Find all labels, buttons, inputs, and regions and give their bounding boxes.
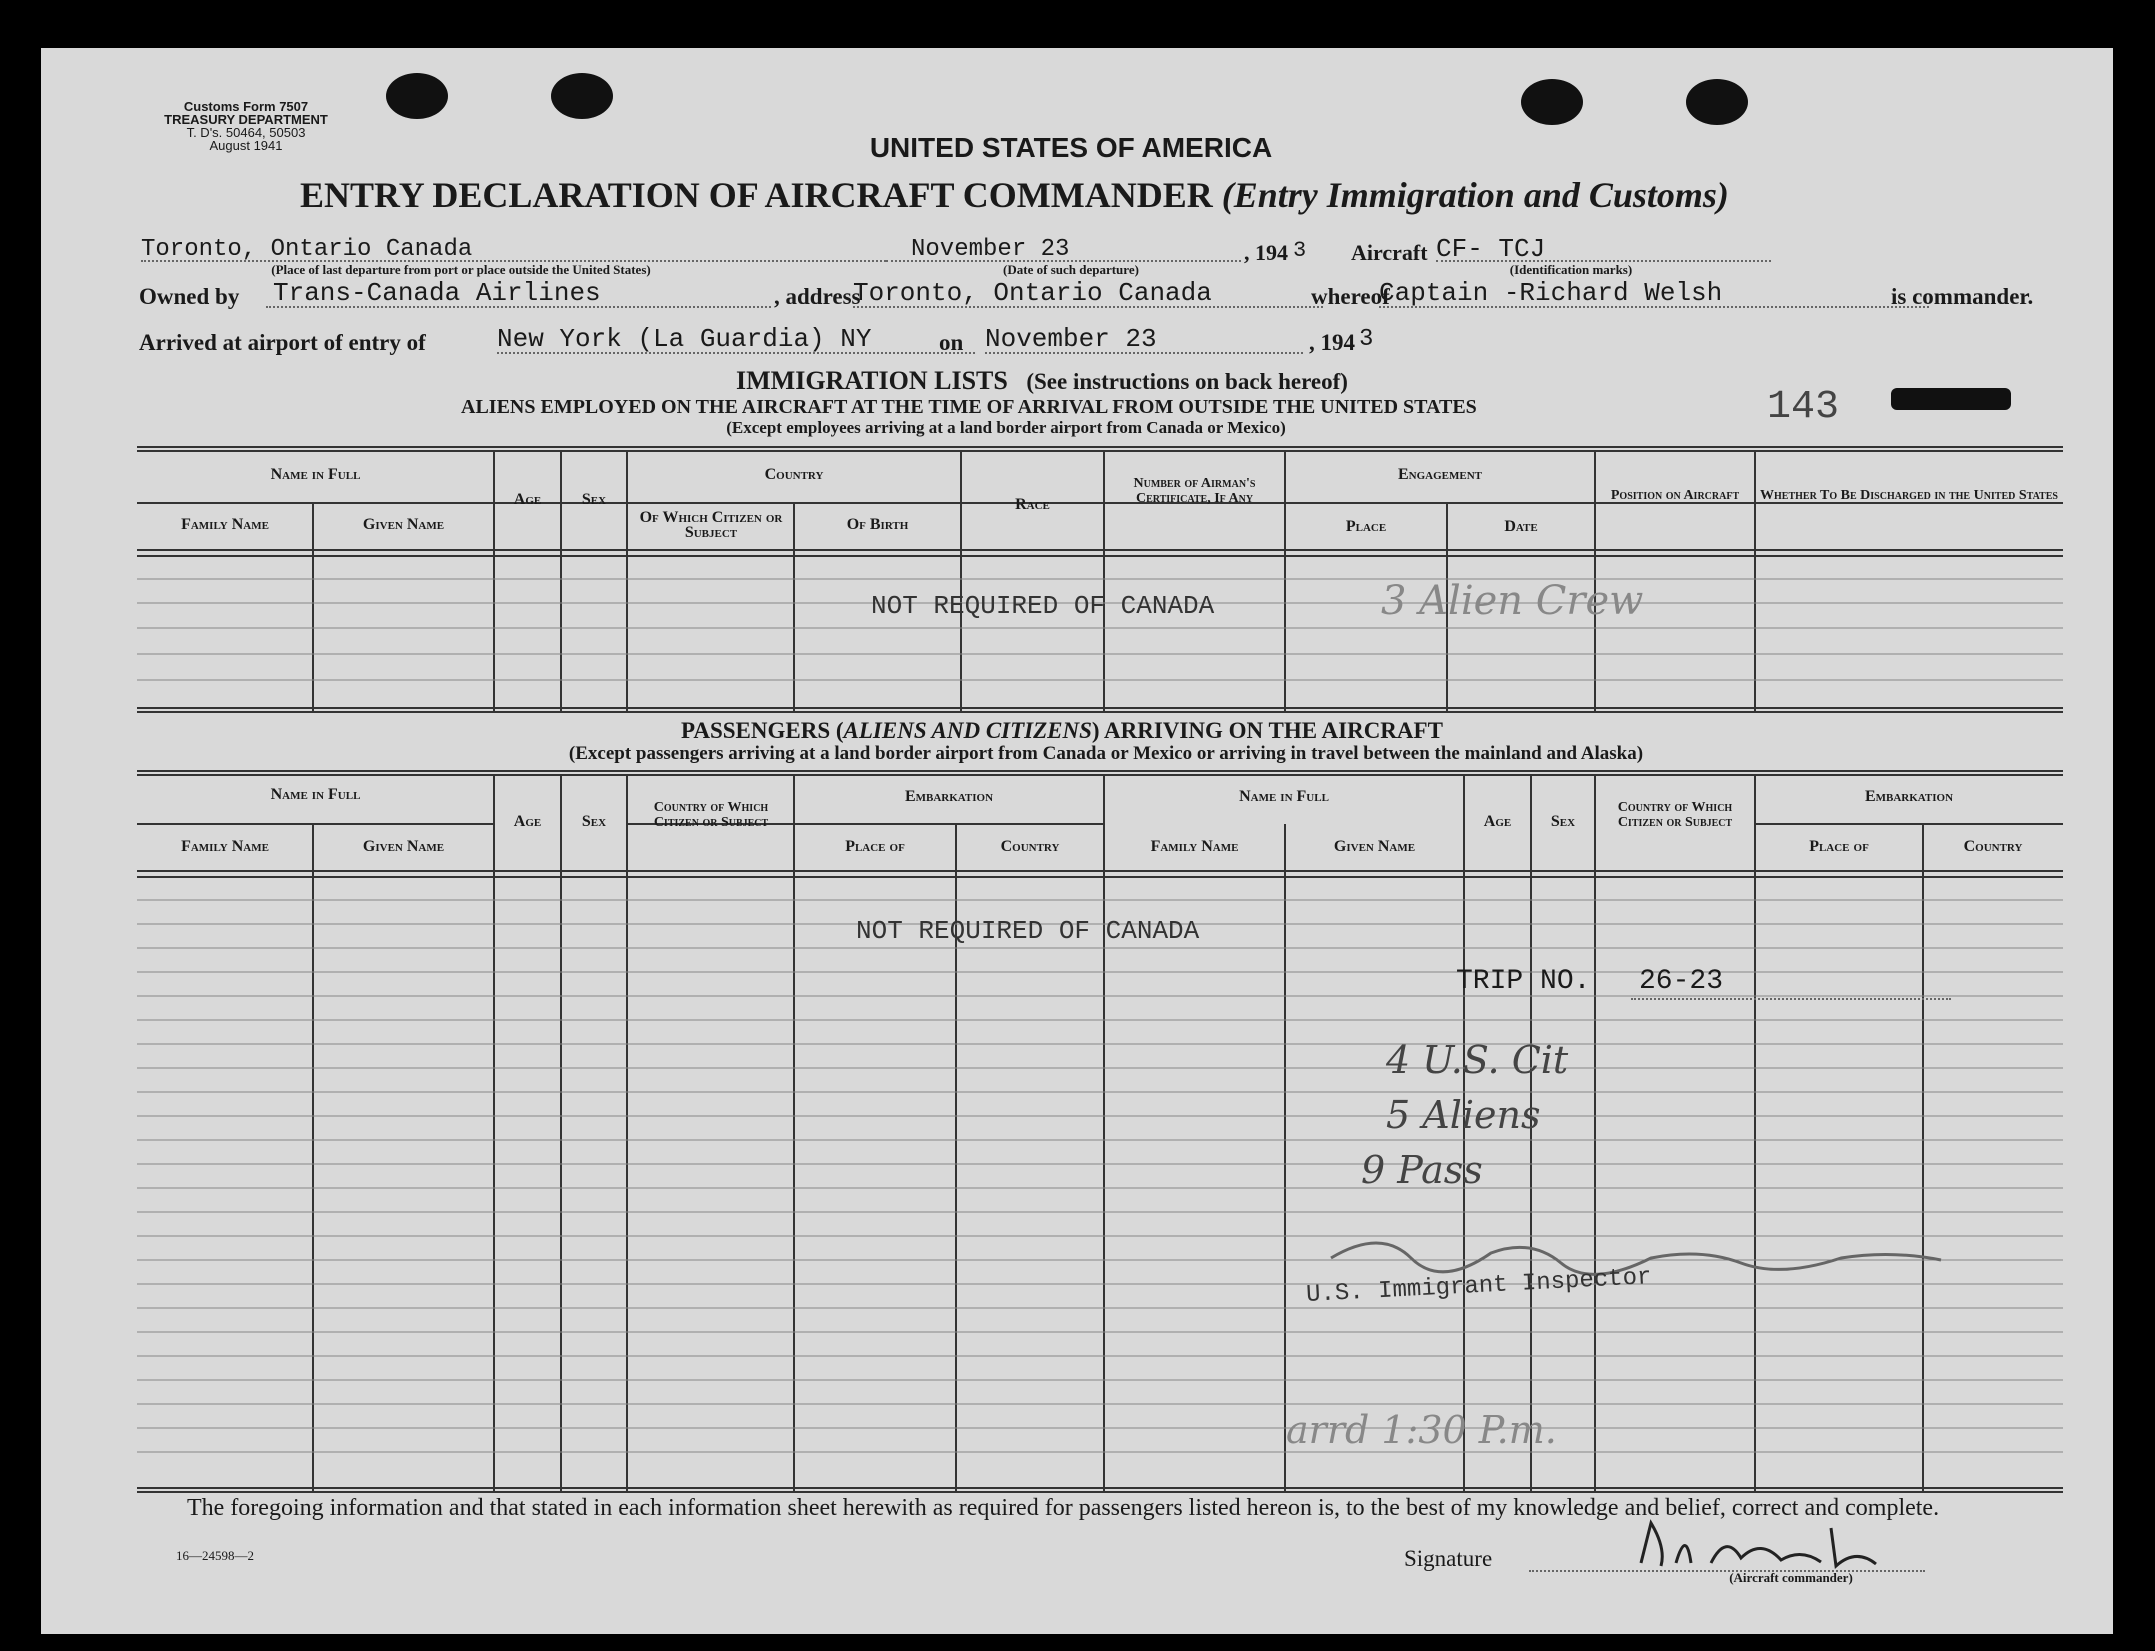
commander: Captain -Richard Welsh xyxy=(1379,278,1723,308)
date-caption: (Date of such departure) xyxy=(1003,262,1139,277)
col-of-birth: Of Birth xyxy=(846,516,909,533)
certification-text: The foregoing information and that stated in each information sheet herewith as required for passengers listed hereon is, to the best of my knowledge and belief, correct and complete. xyxy=(187,1495,1940,1521)
inspector-caption: U.S. Immigrant Inspector xyxy=(1305,1263,1653,1310)
pax-col-family-name: Family Name xyxy=(181,838,269,855)
arrival-year-prefix: , 194 xyxy=(1309,330,1355,355)
passengers-heading-ital: ALIENS AND CITIZENS xyxy=(843,718,1092,743)
pax-col-embarkation: Embarkation xyxy=(904,788,994,805)
is-commander-label: is commander. xyxy=(1891,284,2034,309)
passengers-heading-pre: PASSENGERS ( xyxy=(681,718,844,743)
year-prefix: , 194 xyxy=(1244,240,1288,265)
pax-col-country: Country xyxy=(1000,838,1060,855)
col-citizen-of: Of Which Citizen or Subject xyxy=(639,509,783,541)
departure-year-digit: 3 xyxy=(1293,238,1307,263)
pax-col-given-name-2: Given Name xyxy=(1333,838,1416,855)
arrival-year-digit: 3 xyxy=(1359,326,1374,353)
pax-col-embarkation-2: Embarkation xyxy=(1864,788,1954,805)
pax-col-age-2: Age xyxy=(1483,813,1512,830)
form-date: August 1941 xyxy=(209,138,283,153)
note-passengers: 9 Pass xyxy=(1361,1148,1483,1192)
owned-by-label: Owned by xyxy=(139,284,240,309)
pax-col-given-name: Given Name xyxy=(362,838,445,855)
note-us-citizens: 4 U.S. Cit xyxy=(1386,1038,1569,1082)
td-numbers: T. D's. 50464, 50503 xyxy=(186,125,306,140)
immigration-instructions: (See instructions on back hereof) xyxy=(1026,369,1348,394)
subtitle-main: ENTRY DECLARATION OF AIRCRAFT COMMANDER xyxy=(300,175,1213,215)
aircraft-label: Aircraft xyxy=(1351,240,1428,265)
note-aliens: 5 Aliens xyxy=(1386,1093,1541,1137)
marks-caption: (Identification marks) xyxy=(1509,262,1633,277)
subtitle-paren: (Entry Immigration and Customs) xyxy=(1221,175,1729,215)
col-country: Country xyxy=(764,466,824,483)
col-position: Position on Aircraft xyxy=(1610,488,1740,503)
col-date: Date xyxy=(1504,518,1538,535)
col-engagement: Engagement xyxy=(1397,466,1482,483)
passengers-stamp: NOT REQUIRED OF CANADA xyxy=(856,916,1200,946)
form-number: Customs Form 7507 xyxy=(183,99,309,114)
col-discharged: Whether To Be Discharged in the United States xyxy=(1760,488,2058,503)
pax-col-name-in-full: Name in Full xyxy=(270,786,361,803)
col-given-name: Given Name xyxy=(362,516,445,533)
aliens-stamp: NOT REQUIRED OF CANADA xyxy=(871,591,1215,621)
page-title: UNITED STATES OF AMERICA xyxy=(869,132,1273,163)
departure-date: November 23 xyxy=(911,236,1070,263)
time-note: arrd 1:30 P.m. xyxy=(1286,1408,1557,1452)
form-sheet xyxy=(41,48,2113,1634)
pax-col-age: Age xyxy=(513,813,542,830)
aliens-handwritten-note: 3 Alien Crew xyxy=(1381,578,1644,624)
col-age: Age xyxy=(513,491,542,508)
aliens-heading: ALIENS EMPLOYED ON THE AIRCRAFT AT THE TIME OF ARRIVAL FROM OUTSIDE THE UNITED STATES xyxy=(461,396,1477,418)
departure-place: Toronto, Ontario Canada xyxy=(141,236,473,263)
col-family-name: Family Name xyxy=(181,516,269,533)
aliens-subheading: (Except employees arriving at a land border airport from Canada or Mexico) xyxy=(726,418,1286,437)
passengers-subheading: (Except passengers arriving at a land border airport from Canada or Mexico or arriving in travel between the mainland and Alaska) xyxy=(568,743,1644,764)
on-label: on xyxy=(939,330,964,355)
department: TREASURY DEPARTMENT xyxy=(164,112,328,127)
pax-col-place-of: Place of xyxy=(845,838,905,855)
trip-label: TRIP NO. xyxy=(1456,966,1591,997)
print-code: 16—24598—2 xyxy=(176,1548,254,1563)
col-airman-cert: Number of Airman's Certificate, If Any xyxy=(1133,476,1256,506)
col-place: Place xyxy=(1345,518,1387,535)
trip-number: 26-23 xyxy=(1639,966,1724,997)
signature-caption: (Aircraft commander) xyxy=(1729,1570,1853,1585)
aircraft-marks: CF- TCJ xyxy=(1436,234,1546,264)
pax-col-sex-2: Sex xyxy=(1550,813,1576,830)
address-label: , address xyxy=(774,284,861,309)
departure-place-caption: (Place of last departure from port or place outside the United States) xyxy=(271,262,651,277)
owner: Trans-Canada Airlines xyxy=(273,278,601,308)
immigration-title: IMMIGRATION LISTS xyxy=(736,366,1008,395)
passengers-heading-post: ) ARRIVING ON THE AIRCRAFT xyxy=(1091,718,1443,743)
col-sex: Sex xyxy=(581,491,607,508)
pax-col-name-in-full-2: Name in Full xyxy=(1239,788,1329,805)
address: Toronto, Ontario Canada xyxy=(853,278,1212,308)
arrival-airport: New York (La Guardia) NY xyxy=(497,324,872,354)
pax-col-country-citizen: Country of Which Citizen or Subject xyxy=(653,800,769,830)
pax-col-sex: Sex xyxy=(581,813,607,830)
pax-col-place-of-2: Place of xyxy=(1809,838,1869,855)
stamp-number: 143 xyxy=(1767,385,1840,430)
pax-col-country-2: Country xyxy=(1963,838,2023,855)
col-name-in-full: Name in Full xyxy=(270,466,361,483)
signature-label: Signature xyxy=(1404,1546,1493,1571)
arrived-label: Arrived at airport of entry of xyxy=(139,330,426,355)
whereof-label: whereof xyxy=(1311,284,1390,309)
arrival-date: November 23 xyxy=(985,324,1157,354)
col-race: Race xyxy=(1015,496,1050,513)
pax-col-family-name-2: Family Name xyxy=(1150,838,1239,855)
pax-col-country-citizen-2: Country of Which Citizen or Subject xyxy=(1617,800,1733,830)
commander-signature xyxy=(1631,1518,1931,1578)
